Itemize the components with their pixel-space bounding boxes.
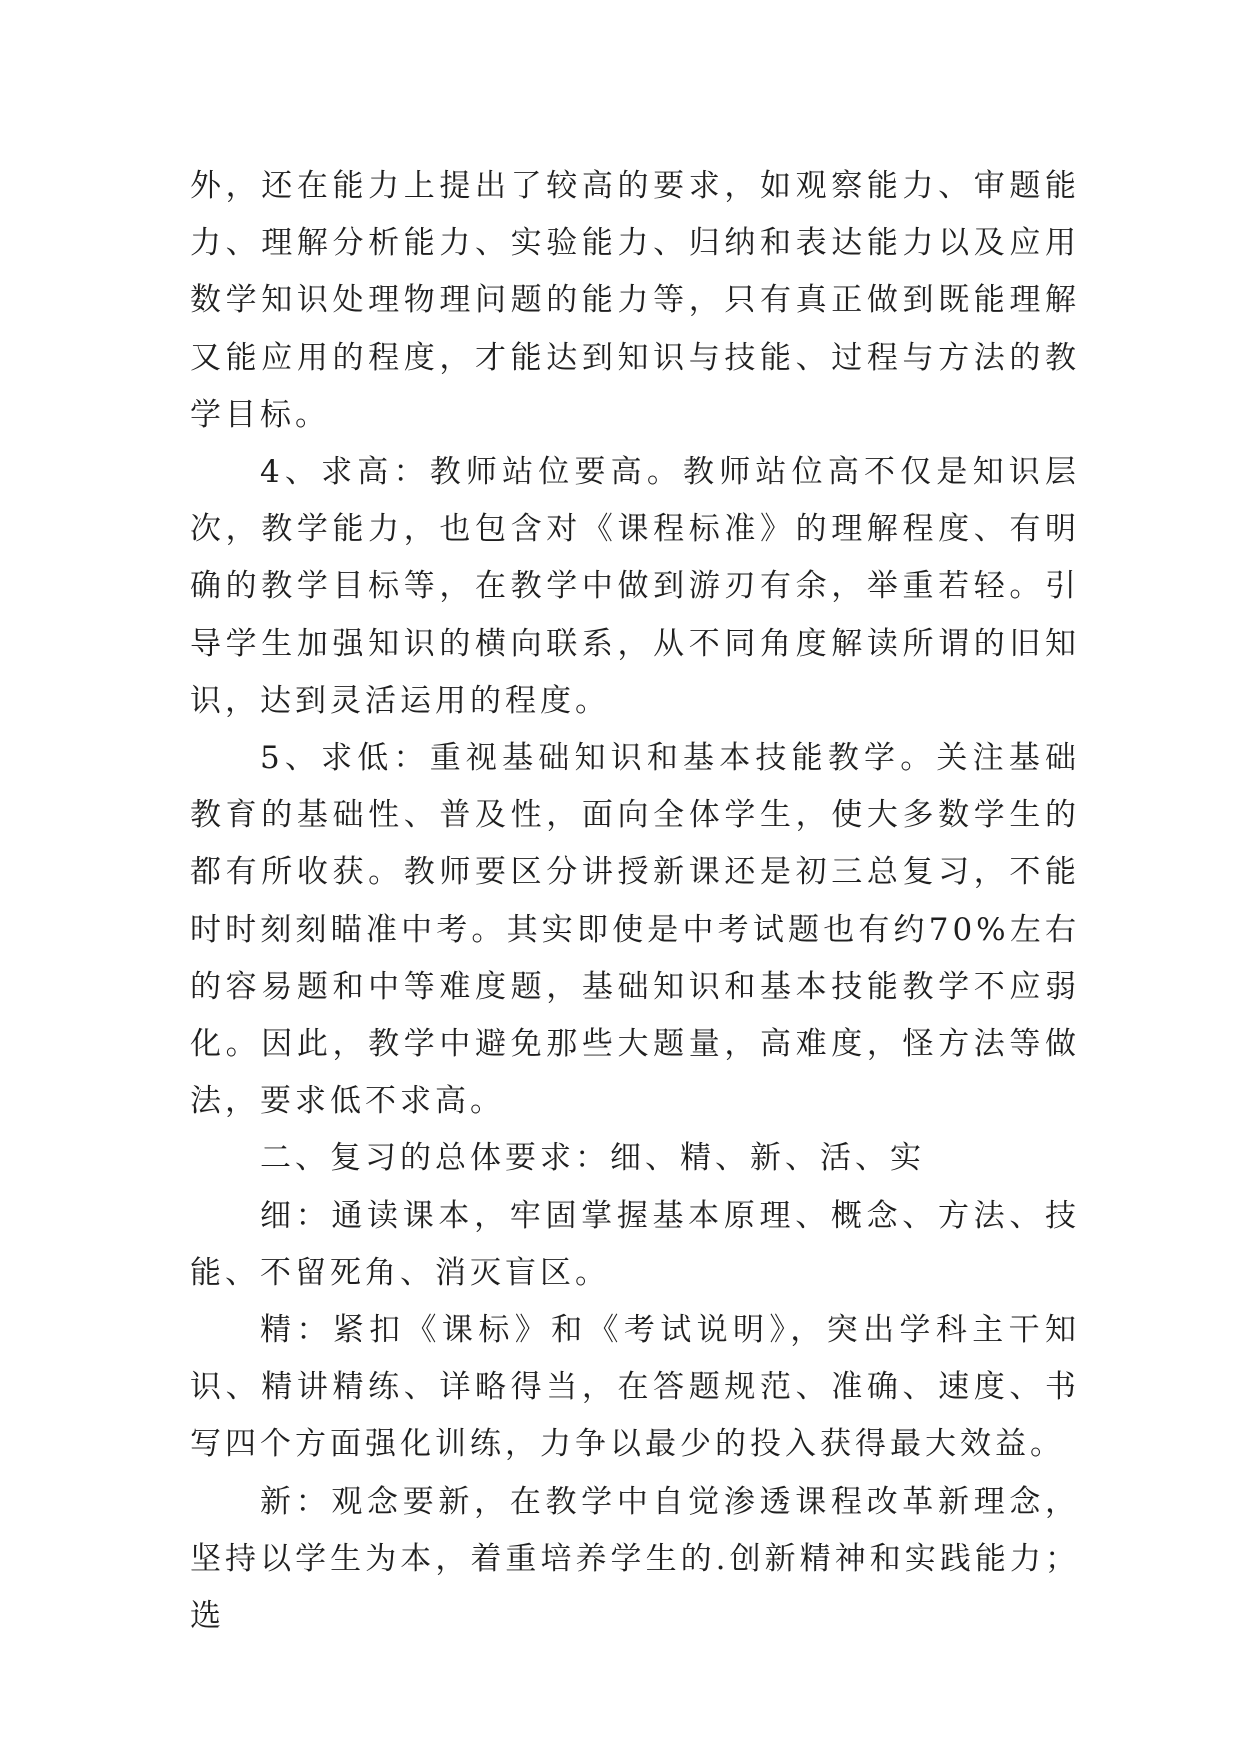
- paragraph-item-5: 5、求低：重视基础知识和基本技能教学。关注基础教育的基础性、普及性，面向全体学生，使大多数学生的都有所收获。教师要区分讲授新课还是初三总复习，不能时时刻刻瞄准中考。其实即使是中考试题也有约70%左右的容易题和中等难度题，基础知识和基本技能教学不应弱化。因此，教学中避免那些大题量，高难度，怪方法等做法，要求低不求高。: [190, 740, 1080, 1120]
- paragraph-continuation: 外，还在能力上提出了较高的要求，如观察能力、审题能力、理解分析能力、实验能力、归纳和表达能力以及应用数学知识处理物理问题的能力等，只有真正做到既能理解又能应用的程度，才能达到知识与技能、过程与方法的教学目标。: [190, 168, 1080, 433]
- paragraph-xi: 细：通读课本，牢固掌握基本原理、概念、方法、技能、不留死角、消灭盲区。: [190, 1197, 1080, 1291]
- body-text: [190, 158, 1080, 1645]
- paragraph-item-4: 4、求高：教师站位要高。教师站位高不仅是知识层次，教学能力，也包含对《课程标准》的理解程度、有明确的教学目标等，在教学中做到游刃有余，举重若轻。引导学生加强知识的横向联系，从不同角度解读所谓的旧知识，达到灵活运用的程度。: [190, 454, 1080, 719]
- paragraph-jing: 精：紧扣《课标》和《考试说明》，突出学科主干知识、精讲精练、详略得当，在答题规范、准确、速度、书写四个方面强化训练，力争以最少的投入获得最大效益。: [190, 1312, 1080, 1463]
- section-heading-2: 二、复习的总体要求：细、精、新、活、实: [260, 1140, 925, 1177]
- paragraph-xin: 新：观念要新，在教学中自觉渗透课程改革新理念，坚持以学生为本，着重培养学生的.创新精神和实践能力；选: [190, 1483, 1080, 1635]
